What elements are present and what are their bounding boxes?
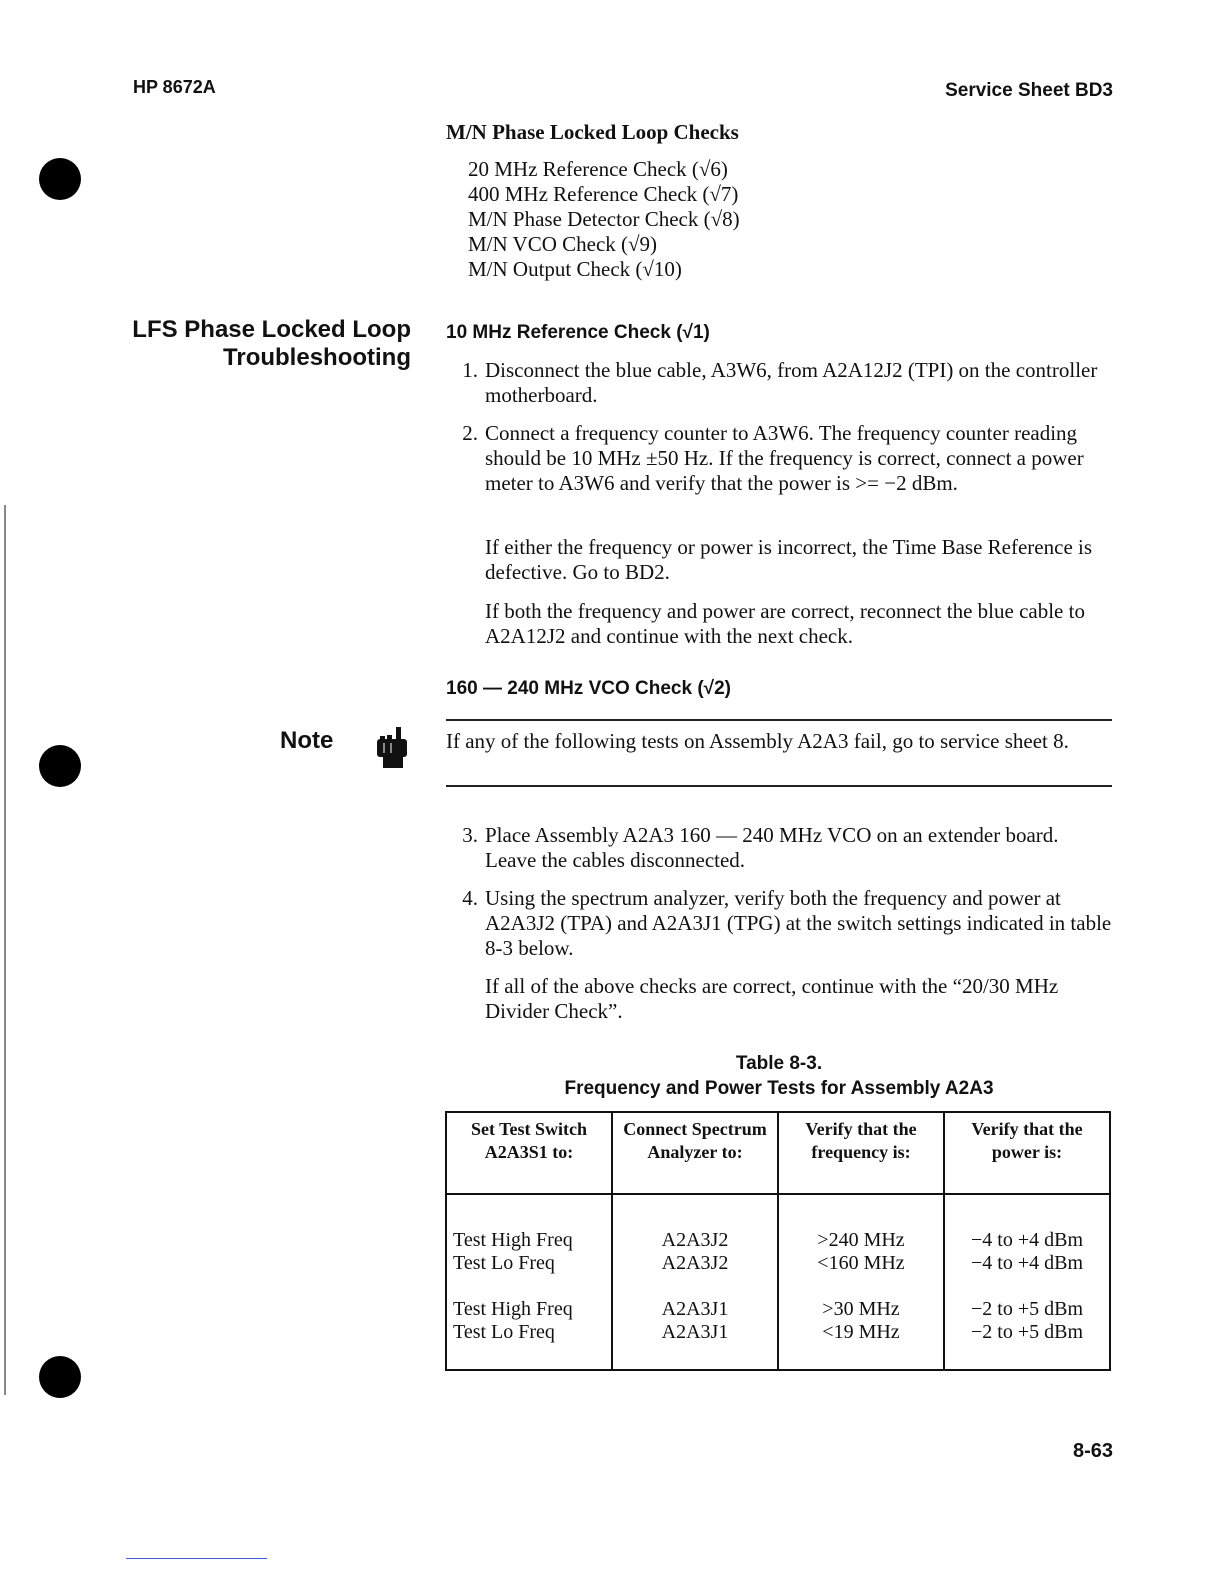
table-header-row xyxy=(446,1112,1110,1194)
mn-checks-list xyxy=(468,157,740,282)
table-cell: <160 MHz xyxy=(778,1252,944,1275)
table-caption: Frequency and Power Tests for Assembly A2A3 xyxy=(564,1078,994,1099)
table-cell: Test Lo Freq xyxy=(446,1321,612,1370)
note-label: Note xyxy=(280,727,334,754)
binder-hole-top xyxy=(39,158,81,200)
side-heading-line1: LFS Phase Locked Loop xyxy=(132,316,411,343)
vco-check-para: If all of the above checks are correct, continue with the “20/30 MHz Divider Check”. xyxy=(485,974,1059,1023)
footer-divider xyxy=(126,1558,267,1559)
table-cell: >30 MHz xyxy=(778,1275,944,1321)
table-cell: Test High Freq xyxy=(446,1194,612,1252)
note-bottom-rule xyxy=(446,785,1112,787)
binder-hole-middle xyxy=(39,745,81,787)
step-text: Place Assembly A2A3 160 — 240 MHz VCO on an extender board. Leave the cables disconnected. xyxy=(485,823,1059,872)
vco-check-heading: 160 — 240 MHz VCO Check (√2) xyxy=(446,678,731,699)
table-number: Table 8-3. xyxy=(735,1053,823,1074)
list-item: 400 MHz Reference Check (√7) xyxy=(468,182,739,206)
table-header-cell: Set Test Switch A2A3S1 to: xyxy=(446,1112,612,1194)
step-text: Disconnect the blue cable, A3W6, from A2A12J2 (TPI) on the controller motherboard. xyxy=(485,358,1098,407)
table-row xyxy=(446,1252,1110,1275)
step-text: Using the spectrum analyzer, verify both the frequency and power at A2A3J2 (TPA) and A2A3J1 (TPG) at the switch settings indicated in table 8-3 below. xyxy=(485,886,1112,960)
table-cell: >240 MHz xyxy=(778,1194,944,1252)
ref-check-para-1: If either the frequency or power is incorrect, the Time Base Reference is defective. Go to BD2. xyxy=(485,535,1093,584)
step-text: Connect a frequency counter to A3W6. The frequency counter reading should be 10 MHz ±50 Hz. If the frequency is correct, connect a power meter to A3W6 and verify that the power is >= −2 dBm. xyxy=(485,421,1084,495)
table-cell: −4 to +4 dBm xyxy=(944,1252,1110,1275)
table-header-cell: Connect Spectrum Analyzer to: xyxy=(612,1112,778,1194)
page-number: 8-63 xyxy=(1072,1440,1113,1462)
step-number: 4. xyxy=(462,886,478,910)
step-4 xyxy=(452,886,1112,961)
table-cell: −4 to +4 dBm xyxy=(944,1194,1110,1252)
table-cell: A2A3J1 xyxy=(612,1275,778,1321)
step-3 xyxy=(452,823,1112,873)
list-item: M/N VCO Check (√9) xyxy=(468,232,658,256)
table-cell: A2A3J2 xyxy=(612,1252,778,1275)
table-cell: Test High Freq xyxy=(446,1275,612,1321)
table-row xyxy=(446,1275,1110,1321)
table-header-cell: Verify that the frequency is: xyxy=(778,1112,944,1194)
table-cell: <19 MHz xyxy=(778,1321,944,1370)
step-1 xyxy=(452,358,1112,408)
pointing-hand-icon xyxy=(374,725,410,773)
note-top-rule xyxy=(446,719,1112,721)
step-number: 2. xyxy=(462,421,478,445)
frequency-power-table xyxy=(445,1111,1111,1371)
scan-edge-mark xyxy=(4,505,6,1395)
header-model: HP 8672A xyxy=(133,77,216,97)
side-heading-line2: Troubleshooting xyxy=(223,344,411,371)
ref-check-heading: 10 MHz Reference Check (√1) xyxy=(446,322,710,343)
table-header-cell: Verify that the power is: xyxy=(944,1112,1110,1194)
header-service-sheet: Service Sheet BD3 xyxy=(945,80,1113,101)
table-cell: −2 to +5 dBm xyxy=(944,1321,1110,1370)
table-row xyxy=(446,1321,1110,1370)
ref-check-para-2: If both the frequency and power are correct, reconnect the blue cable to A2A12J2 and continue with the next check. xyxy=(485,599,1085,648)
binder-hole-bottom xyxy=(39,1356,81,1398)
step-2 xyxy=(452,421,1112,496)
list-item: M/N Phase Detector Check (√8) xyxy=(468,207,740,231)
step-number: 1. xyxy=(462,358,478,382)
table-row xyxy=(446,1194,1110,1252)
table-cell: Test Lo Freq xyxy=(446,1252,612,1275)
step-number: 3. xyxy=(462,823,478,847)
note-text: If any of the following tests on Assembly A2A3 fail, go to service sheet 8. xyxy=(446,729,1069,753)
table-cell: A2A3J2 xyxy=(612,1194,778,1252)
mn-checks-title: M/N Phase Locked Loop Checks xyxy=(446,120,739,144)
list-item: M/N Output Check (√10) xyxy=(468,257,682,281)
table-cell: A2A3J1 xyxy=(612,1321,778,1370)
table-cell: −2 to +5 dBm xyxy=(944,1275,1110,1321)
side-heading xyxy=(132,316,411,372)
list-item: 20 MHz Reference Check (√6) xyxy=(468,157,728,181)
